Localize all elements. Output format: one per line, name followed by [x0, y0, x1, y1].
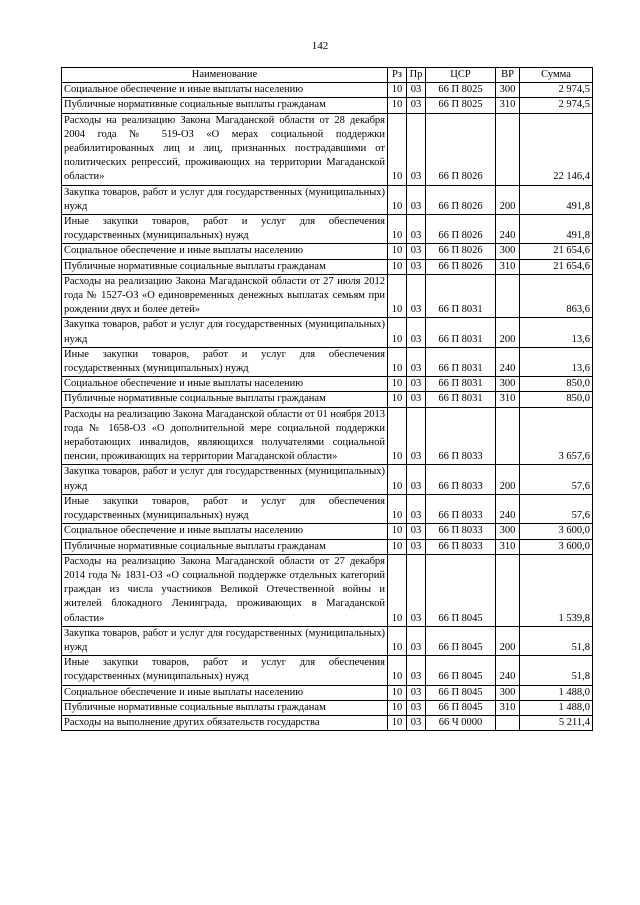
cell-vr: 310: [496, 700, 520, 715]
cell-sum: 863,6: [520, 274, 593, 318]
cell-pr: 03: [407, 377, 426, 392]
cell-csr: 66 П 8045: [426, 626, 496, 655]
cell-csr: 66 П 8031: [426, 347, 496, 376]
cell-vr: 240: [496, 494, 520, 523]
cell-pr: 03: [407, 465, 426, 494]
table-row: [62, 539, 593, 554]
header-vr: ВР: [496, 68, 520, 83]
budget-table: [61, 67, 593, 731]
cell-name: Закупка товаров, работ и услуг для государственных (муниципальных) нужд: [62, 465, 388, 494]
cell-name: Закупка товаров, работ и услуг для государственных (муниципальных) нужд: [62, 185, 388, 214]
cell-csr: 66 П 8026: [426, 185, 496, 214]
cell-pr: 03: [407, 656, 426, 685]
cell-rz: 10: [388, 554, 407, 626]
cell-vr: 300: [496, 244, 520, 259]
cell-csr: 66 П 8026: [426, 244, 496, 259]
cell-csr: 66 П 8026: [426, 259, 496, 274]
table-row: [62, 715, 593, 730]
table-row: [62, 465, 593, 494]
cell-sum: 3 600,0: [520, 539, 593, 554]
table-row: [62, 83, 593, 98]
cell-csr: 66 П 8033: [426, 407, 496, 465]
cell-sum: 13,6: [520, 318, 593, 347]
cell-vr: 240: [496, 347, 520, 376]
cell-csr: 66 П 8026: [426, 215, 496, 244]
table-row: [62, 494, 593, 523]
cell-vr: 310: [496, 259, 520, 274]
cell-name: Публичные нормативные социальные выплаты гражданам: [62, 259, 388, 274]
cell-name: Расходы на реализацию Закона Магаданской области от 27 декабря 2014 года № 1831-ОЗ «О социальной поддержке отдельных категорий граждан из числа участников Великой Отечественной войны и жителей блокадного Ленинграда, проживающих в Магаданской области»: [62, 554, 388, 626]
cell-rz: 10: [388, 83, 407, 98]
cell-csr: 66 П 8026: [426, 113, 496, 185]
cell-rz: 10: [388, 539, 407, 554]
table-row: [62, 185, 593, 214]
cell-sum: 21 654,6: [520, 244, 593, 259]
cell-name: Иные закупки товаров, работ и услуг для обеспечения государственных (муниципальных) нужд: [62, 215, 388, 244]
table-row: [62, 274, 593, 318]
cell-sum: 57,6: [520, 465, 593, 494]
cell-csr: 66 П 8045: [426, 656, 496, 685]
page-number: 142: [311, 40, 329, 52]
cell-csr: 66 П 8031: [426, 377, 496, 392]
cell-vr: [496, 715, 520, 730]
cell-pr: 03: [407, 244, 426, 259]
cell-rz: 10: [388, 274, 407, 318]
header-row: [62, 68, 593, 83]
header-rz: Рз: [388, 68, 407, 83]
cell-csr: 66 П 8045: [426, 700, 496, 715]
cell-pr: 03: [407, 715, 426, 730]
cell-vr: 310: [496, 98, 520, 113]
cell-sum: 2 974,5: [520, 98, 593, 113]
cell-rz: 10: [388, 347, 407, 376]
cell-sum: 1 488,0: [520, 685, 593, 700]
cell-name: Закупка товаров, работ и услуг для государственных (муниципальных) нужд: [62, 626, 388, 655]
cell-pr: 03: [407, 494, 426, 523]
cell-vr: 300: [496, 377, 520, 392]
cell-name: Иные закупки товаров, работ и услуг для обеспечения государственных (муниципальных) нужд: [62, 347, 388, 376]
table-row: [62, 392, 593, 407]
cell-csr: 66 П 8033: [426, 494, 496, 523]
cell-pr: 03: [407, 554, 426, 626]
cell-rz: 10: [388, 318, 407, 347]
cell-csr: 66 П 8045: [426, 685, 496, 700]
cell-pr: 03: [407, 113, 426, 185]
cell-pr: 03: [407, 626, 426, 655]
cell-vr: 300: [496, 524, 520, 539]
table-row: [62, 377, 593, 392]
cell-rz: 10: [388, 215, 407, 244]
cell-pr: 03: [407, 185, 426, 214]
cell-sum: 3 600,0: [520, 524, 593, 539]
cell-pr: 03: [407, 407, 426, 465]
table-row: [62, 554, 593, 626]
cell-sum: 51,8: [520, 626, 593, 655]
cell-rz: 10: [388, 185, 407, 214]
table-row: [62, 626, 593, 655]
cell-csr: 66 Ч 0000: [426, 715, 496, 730]
cell-csr: 66 П 8025: [426, 98, 496, 113]
cell-sum: 5 211,4: [520, 715, 593, 730]
cell-vr: 240: [496, 656, 520, 685]
cell-pr: 03: [407, 215, 426, 244]
header-pr: Пр: [407, 68, 426, 83]
cell-csr: 66 П 8033: [426, 465, 496, 494]
cell-csr: 66 П 8031: [426, 392, 496, 407]
table-row: [62, 685, 593, 700]
cell-vr: 200: [496, 626, 520, 655]
cell-vr: [496, 554, 520, 626]
cell-name: Публичные нормативные социальные выплаты гражданам: [62, 700, 388, 715]
cell-sum: 491,8: [520, 215, 593, 244]
cell-vr: 200: [496, 465, 520, 494]
cell-pr: 03: [407, 318, 426, 347]
cell-sum: 13,6: [520, 347, 593, 376]
cell-sum: 1 539,8: [520, 554, 593, 626]
cell-pr: 03: [407, 392, 426, 407]
cell-sum: 3 657,6: [520, 407, 593, 465]
cell-pr: 03: [407, 347, 426, 376]
cell-sum: 22 146,4: [520, 113, 593, 185]
cell-vr: [496, 407, 520, 465]
cell-rz: 10: [388, 113, 407, 185]
cell-pr: 03: [407, 83, 426, 98]
cell-pr: 03: [407, 685, 426, 700]
cell-name: Расходы на выполнение других обязательств государства: [62, 715, 388, 730]
cell-name: Социальное обеспечение и иные выплаты населению: [62, 524, 388, 539]
cell-vr: 300: [496, 83, 520, 98]
cell-rz: 10: [388, 626, 407, 655]
cell-pr: 03: [407, 274, 426, 318]
cell-sum: 57,6: [520, 494, 593, 523]
cell-rz: 10: [388, 259, 407, 274]
cell-csr: 66 П 8031: [426, 274, 496, 318]
cell-name: Социальное обеспечение и иные выплаты населению: [62, 685, 388, 700]
cell-sum: 51,8: [520, 656, 593, 685]
cell-rz: 10: [388, 494, 407, 523]
cell-name: Иные закупки товаров, работ и услуг для обеспечения государственных (муниципальных) нужд: [62, 494, 388, 523]
cell-name: Публичные нормативные социальные выплаты гражданам: [62, 98, 388, 113]
cell-pr: 03: [407, 98, 426, 113]
cell-rz: 10: [388, 244, 407, 259]
table-row: [62, 215, 593, 244]
cell-rz: 10: [388, 98, 407, 113]
table-row: [62, 259, 593, 274]
cell-vr: 240: [496, 215, 520, 244]
table-row: [62, 318, 593, 347]
cell-csr: 66 П 8045: [426, 554, 496, 626]
cell-name: Публичные нормативные социальные выплаты гражданам: [62, 392, 388, 407]
header-name: Наименование: [62, 68, 388, 83]
cell-name: Социальное обеспечение и иные выплаты населению: [62, 83, 388, 98]
cell-rz: 10: [388, 656, 407, 685]
cell-name: Публичные нормативные социальные выплаты гражданам: [62, 539, 388, 554]
cell-csr: 66 П 8033: [426, 539, 496, 554]
table-row: [62, 656, 593, 685]
table-row: [62, 524, 593, 539]
cell-name: Социальное обеспечение и иные выплаты населению: [62, 244, 388, 259]
cell-vr: 310: [496, 392, 520, 407]
cell-vr: 310: [496, 539, 520, 554]
cell-pr: 03: [407, 700, 426, 715]
table-row: [62, 98, 593, 113]
cell-sum: 1 488,0: [520, 700, 593, 715]
cell-name: Социальное обеспечение и иные выплаты населению: [62, 377, 388, 392]
cell-name: Расходы на реализацию Закона Магаданской области от 27 июля 2012 года № 1527-ОЗ «О единовременных денежных выплатах семьям при рождении двух и более детей»: [62, 274, 388, 318]
cell-name: Расходы на реализацию Закона Магаданской области от 28 декабря 2004 года № 519-ОЗ «О мерах социальной поддержки реабилитированных лиц и лиц, признанных пострадавшими от политических репрессий, проживающих на территории Магаданской области»: [62, 113, 388, 185]
cell-rz: 10: [388, 685, 407, 700]
cell-vr: 200: [496, 318, 520, 347]
table-row: [62, 347, 593, 376]
table-row: [62, 700, 593, 715]
cell-pr: 03: [407, 259, 426, 274]
cell-name: Расходы на реализацию Закона Магаданской области от 01 ноября 2013 года № 1658-ОЗ «О дополнительной мере социальной поддержки неработающих инвалидов, являющихся получателями социальной пенсии, проживающих на территории Магаданской области»: [62, 407, 388, 465]
cell-sum: 850,0: [520, 392, 593, 407]
cell-sum: 21 654,6: [520, 259, 593, 274]
table-row: [62, 244, 593, 259]
cell-sum: 491,8: [520, 185, 593, 214]
cell-csr: 66 П 8033: [426, 524, 496, 539]
cell-name: Иные закупки товаров, работ и услуг для обеспечения государственных (муниципальных) нужд: [62, 656, 388, 685]
cell-rz: 10: [388, 700, 407, 715]
cell-csr: 66 П 8031: [426, 318, 496, 347]
header-sum: Сумма: [520, 68, 593, 83]
table-row: [62, 113, 593, 185]
cell-rz: 10: [388, 392, 407, 407]
cell-name: Закупка товаров, работ и услуг для государственных (муниципальных) нужд: [62, 318, 388, 347]
cell-vr: 300: [496, 685, 520, 700]
cell-sum: 2 974,5: [520, 83, 593, 98]
table-row: [62, 407, 593, 465]
header-csr: ЦСР: [426, 68, 496, 83]
cell-csr: 66 П 8025: [426, 83, 496, 98]
cell-rz: 10: [388, 377, 407, 392]
cell-vr: 200: [496, 185, 520, 214]
cell-rz: 10: [388, 715, 407, 730]
cell-rz: 10: [388, 524, 407, 539]
cell-vr: [496, 113, 520, 185]
table-header: [62, 68, 593, 83]
cell-sum: 850,0: [520, 377, 593, 392]
cell-vr: [496, 274, 520, 318]
cell-pr: 03: [407, 524, 426, 539]
table-body: [62, 83, 593, 731]
cell-rz: 10: [388, 465, 407, 494]
cell-rz: 10: [388, 407, 407, 465]
cell-pr: 03: [407, 539, 426, 554]
